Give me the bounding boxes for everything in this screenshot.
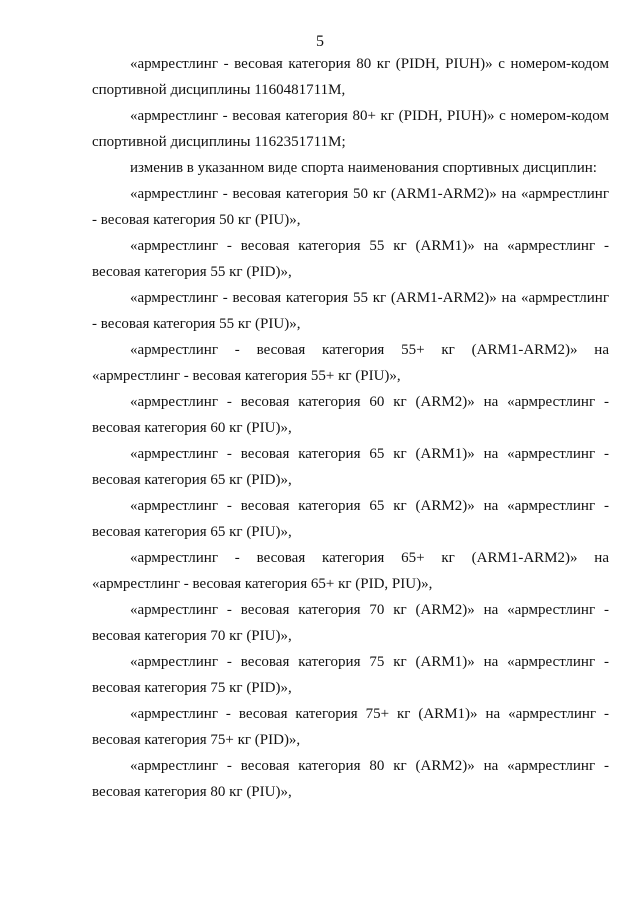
paragraph: «армрестлинг - весовая категория 50 кг (ARM1-ARM2)» на «армрестлинг - весовая категория 50 кг (PIU)», — [92, 186, 609, 228]
paragraph: «армрестлинг - весовая категория 80 кг (PIDH, PIUH)» с номером-кодом спортивной дисциплины 1160481711М, — [92, 56, 609, 98]
paragraph: «армрестлинг - весовая категория 65 кг (ARM2)» на «армрестлинг - весовая категория 65 кг (PIU)», — [92, 498, 609, 540]
paragraph: «армрестлинг - весовая категория 75+ кг (ARM1)» на «армрестлинг - весовая категория 75+ кг (PID)», — [92, 706, 609, 748]
document-body — [92, 51, 609, 805]
paragraph: «армрестлинг - весовая категория 55+ кг (ARM1-ARM2)» на «армрестлинг - весовая категория 55+ кг (PIU)», — [92, 342, 609, 384]
page-number: 5 — [316, 33, 324, 50]
paragraph: «армрестлинг - весовая категория 65 кг (ARM1)» на «армрестлинг - весовая категория 65 кг (PID)», — [92, 446, 609, 488]
paragraph: «армрестлинг - весовая категория 75 кг (ARM1)» на «армрестлинг - весовая категория 75 кг (PID)», — [92, 654, 609, 696]
paragraph: «армрестлинг - весовая категория 55 кг (ARM1-ARM2)» на «армрестлинг - весовая категория 55 кг (PIU)», — [92, 290, 609, 332]
paragraph: «армрестлинг - весовая категория 65+ кг (ARM1-ARM2)» на «армрестлинг - весовая категория 65+ кг (PID, PIU)», — [92, 550, 609, 592]
paragraph: «армрестлинг - весовая категория 80 кг (ARM2)» на «армрестлинг - весовая категория 80 кг (PIU)», — [92, 758, 609, 800]
paragraph: «армрестлинг - весовая категория 55 кг (ARM1)» на «армрестлинг - весовая категория 55 кг (PID)», — [92, 238, 609, 280]
paragraph: «армрестлинг - весовая категория 60 кг (ARM2)» на «армрестлинг - весовая категория 60 кг (PIU)», — [92, 394, 609, 436]
paragraph: «армрестлинг - весовая категория 70 кг (ARM2)» на «армрестлинг - весовая категория 70 кг (PIU)», — [92, 602, 609, 644]
paragraph: изменив в указанном виде спорта наименования спортивных дисциплин: — [130, 160, 597, 176]
paragraph: «армрестлинг - весовая категория 80+ кг (PIDH, PIUH)» с номером-кодом спортивной дисциплины 1162351711М; — [92, 108, 609, 150]
